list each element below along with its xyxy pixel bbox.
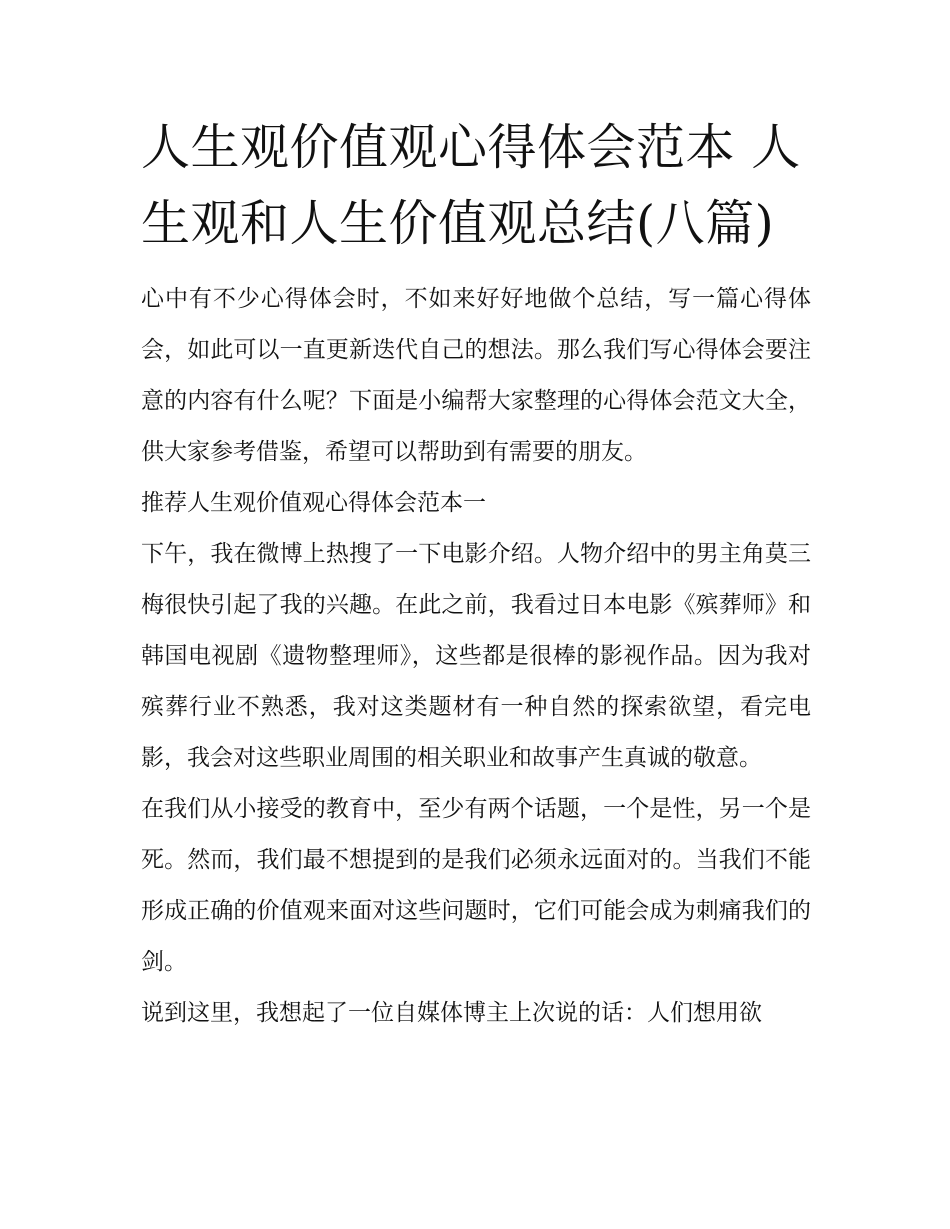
- document-title: 人生观价值观心得体会范本 人生观和人生价值观总结(八篇): [141, 119, 801, 252]
- document-page: [141, 110, 811, 1039]
- body-paragraph: 说到这里，我想起了一位自媒体博主上次说的话：人们想用欲: [141, 1000, 762, 1026]
- intro-paragraph: 心中有不少心得体会时，不如来好好地做个总结，写一篇心得体会，如此可以一直更新迭代自己的想法。那么我们写心得体会要注意的内容有什么呢？下面是小编帮大家整理的心得体会范文大全，供大家参考借鉴，希望可以帮助到有需要的朋友。: [141, 286, 811, 465]
- body-paragraph: 下午，我在微博上热搜了一下电影介绍。人物介绍中的男主角莫三梅很快引起了我的兴趣。在此之前，我看过日本电影《殡葬师》和韩国电视剧《遗物整理师》，这些都是很棒的影视作品。因为我对殡葬行业不熟悉，我对这类题材有一种自然的探索欲望，看完电影，我会对这些职业周围的相关职业和故事产生真诚的敬意。: [141, 541, 811, 771]
- body-paragraph: 在我们从小接受的教育中，至少有两个话题，一个是性，另一个是死。然而，我们最不想提到的是我们必须永远面对的。当我们不能形成正确的价值观来面对这些问题时，它们可能会成为刺痛我们的剑。: [141, 796, 811, 975]
- section-heading: 推荐人生观价值观心得体会范本一: [141, 490, 486, 516]
